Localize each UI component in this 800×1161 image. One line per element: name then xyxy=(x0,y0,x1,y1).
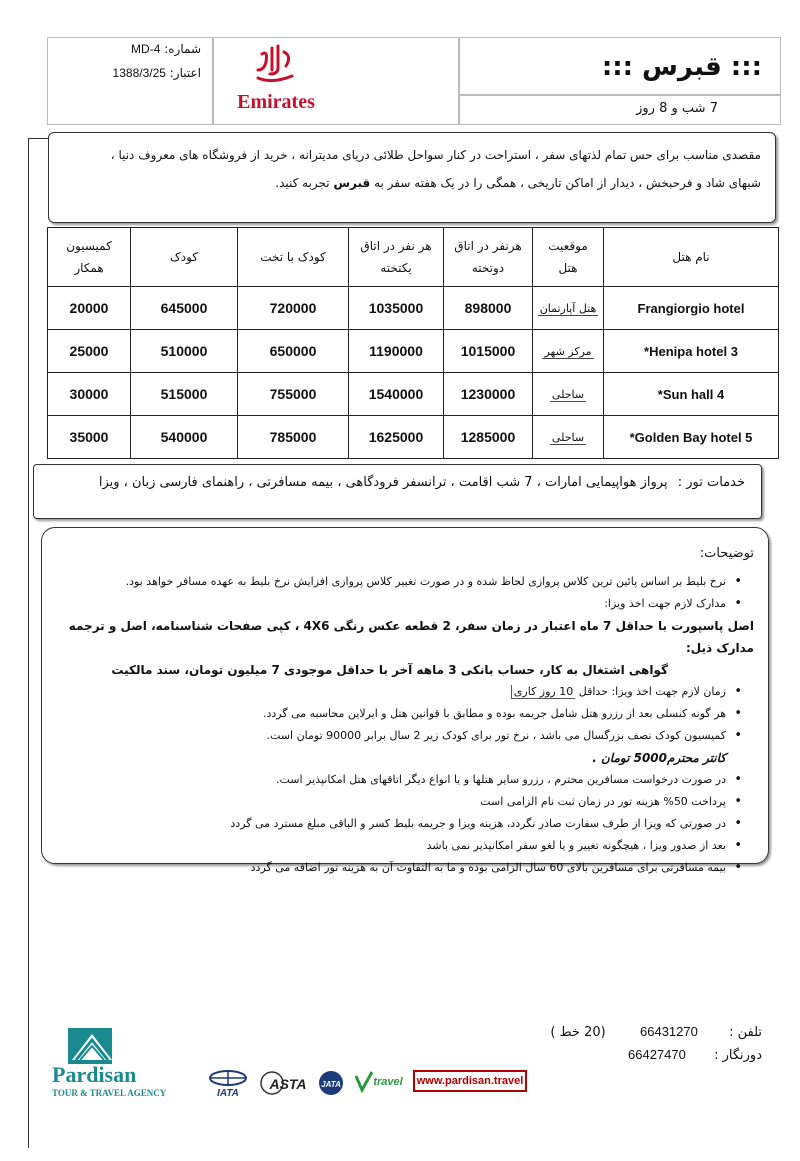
iata-text: IATA xyxy=(217,1088,239,1098)
commission: 35000 xyxy=(48,416,131,459)
pardisan-logo xyxy=(52,1024,208,1104)
price-child-bed: 720000 xyxy=(238,287,349,330)
validity-line xyxy=(113,66,201,80)
iata-logo xyxy=(203,1068,253,1098)
visa-time-label: زمان لازم جهت اخذ ویزا: حداقل xyxy=(578,685,726,698)
travel-logo xyxy=(352,1068,406,1098)
visa-docs-line-2: گواهی اشتغال به کار، حساب بانکی 3 ماهه آخر با حداقل موجودی 7 میلیون تومان، سند مالکیت xyxy=(111,663,668,677)
hotel-name: Golden Bay hotel 5* xyxy=(604,416,779,459)
fax-label: دورنگار : xyxy=(714,1048,762,1063)
emirates-logo xyxy=(222,40,330,116)
visa-docs-line-1: اصل پاسپورت با حداقل 7 ماه اعتبار در زمان سفر، 2 قطعه عکس رنگی 4X6 ، کپی صفحات شناسنامه، اصل و ترجمه مدارک ذیل: xyxy=(68,619,754,655)
th-child-bed: کودک با تخت xyxy=(238,228,349,287)
company-subtitle: TOUR & TRAVEL AGENCY xyxy=(52,1088,167,1098)
header-duration-box xyxy=(459,95,781,125)
price-single: 1625000 xyxy=(349,416,444,459)
emirates-wordmark: Emirates xyxy=(237,91,315,113)
intro-line-2-b: تجربه کنید. xyxy=(275,176,330,190)
counter-note: کانتر محترم5000 تومان . xyxy=(592,751,726,765)
outer-frame-top xyxy=(28,138,48,139)
th-hotel: نام هتل xyxy=(604,228,779,287)
hotel-name: Frangiorgio hotel xyxy=(604,287,779,330)
note-item: • مدارک لازم جهت اخذ ویزا: xyxy=(52,593,726,615)
notes-list-3 xyxy=(52,769,754,879)
visa-time-value: 10 روز کاری xyxy=(511,685,575,699)
note-item: • پرداخت 50% هزینه تور در زمان ثبت نام الزامی است xyxy=(52,791,726,813)
price-child-bed: 785000 xyxy=(238,416,349,459)
note-item: • هر گونه کنسلی بعد از رزرو هتل شامل جریمه بوده و مطابق با قوانین هتل و ایرلاین محاسبه می گردد. xyxy=(52,703,726,725)
fax-value: 66427470 xyxy=(628,1047,686,1062)
jata-text: JATA xyxy=(321,1080,341,1089)
asta-logo xyxy=(258,1068,310,1098)
th-single: هر نفر در اتاق یکتخته xyxy=(349,228,444,287)
validity-label: اعتبار: xyxy=(169,66,201,80)
table-row xyxy=(48,287,779,330)
asta-text: ASTA xyxy=(269,1076,307,1092)
commission: 30000 xyxy=(48,373,131,416)
commission: 20000 xyxy=(48,287,131,330)
price-child: 510000 xyxy=(131,330,238,373)
code-value: MD-4 xyxy=(131,42,161,56)
note-item: • بیمه مسافرتی برای مسافرین بالای 60 سال الزامی بوده و ما به التفاوت آن به هزینه تور اضافه می گردد xyxy=(52,857,726,879)
phone-value: 66431270 xyxy=(640,1024,698,1039)
intro-line-2 xyxy=(63,169,761,197)
note-item: • نرخ بلیط بر اساس پائین ترین کلاس پروازی لحاظ شده و در صورت تغییر کلاس پروازی افزایش نرخ بلیط به عهده مسافر خواهد بود. xyxy=(52,571,726,593)
code-label: شماره: xyxy=(164,42,201,56)
services-text: پرواز هواپیمایی امارات ، 7 شب اقامت ، ترانسفر فرودگاهی ، بیمه مسافرتی ، راهنمای فارسی زبان ، ویزا xyxy=(98,475,668,490)
page-title: ::: قبرس ::: xyxy=(601,52,762,82)
th-commission: کمیسیون همکار xyxy=(48,228,131,287)
price-child-bed: 755000 xyxy=(238,373,349,416)
code-line xyxy=(131,42,201,56)
notes-list-1 xyxy=(52,571,754,615)
intro-destination: قبرس xyxy=(333,176,371,190)
note-item: • در صورت درخواست مسافرین محترم ، رزرو سایر هتلها و یا انواع دیگر اتاقهای هتل امکانپذیر است. xyxy=(52,769,726,791)
price-child: 515000 xyxy=(131,373,238,416)
price-single: 1035000 xyxy=(349,287,444,330)
notes-title: توضیحات: xyxy=(699,546,754,561)
price-double: 1015000 xyxy=(444,330,533,373)
hotel-location: ساحلی xyxy=(533,416,604,459)
phone-line xyxy=(550,1024,762,1040)
phone-lines: (20 خط ) xyxy=(550,1025,606,1040)
notes-box xyxy=(41,527,769,874)
th-location: موقعیت هتل xyxy=(533,228,604,287)
validity-value: 1388/3/25 xyxy=(112,66,166,80)
hotel-location: ساحلی xyxy=(533,373,604,416)
intro-line-1: مقصدی مناسب برای حس تمام لذتهای سفر ، استراحت در کنار سواحل طلائی دریای مدیترانه ، خرید از فروشگاه های معروف دنیا ، xyxy=(110,148,761,162)
outer-frame-left xyxy=(28,138,29,1148)
table-row xyxy=(48,373,779,416)
tour-duration: 7 شب و 8 روز xyxy=(636,101,718,116)
note-item xyxy=(52,681,726,703)
fax-line xyxy=(628,1047,762,1063)
commission: 25000 xyxy=(48,330,131,373)
intro-line-2-a: شبهای شاد و فرحبخش ، دیدار از اماکن تاریخی ، همگی را در یک هفته سفر به xyxy=(374,176,761,190)
price-double: 1230000 xyxy=(444,373,533,416)
website-badge[interactable]: www.pardisan.travel xyxy=(413,1070,527,1092)
note-item: • بعد از صدور ویزا ، هیچگونه تغییر و یا لغو سفر امکانپذیر نمی باشد xyxy=(52,835,726,857)
th-child: کودک xyxy=(131,228,238,287)
services-box xyxy=(33,464,762,519)
hotel-location: مرکز شهر xyxy=(533,330,604,373)
hotel-location: هتل آپارتمان xyxy=(533,287,604,330)
travel-text: travel xyxy=(373,1076,403,1088)
price-single: 1190000 xyxy=(349,330,444,373)
notes-list-2 xyxy=(52,681,754,747)
jata-logo xyxy=(316,1068,346,1098)
hotel-name: Henipa hotel 3* xyxy=(604,330,779,373)
company-name: Pardisan xyxy=(52,1062,137,1087)
note-item: • کمیسیون کودک نصف بزرگسال می باشد ، نرخ تور برای کودک زیر 2 سال برابر 90000 تومان است. xyxy=(52,725,726,747)
services-label: خدمات تور : xyxy=(677,475,745,490)
price-child: 645000 xyxy=(131,287,238,330)
intro-box xyxy=(48,132,776,223)
table-row xyxy=(48,416,779,459)
note-item: • در صورتی که ویزا از طرف سفارت صادر نگردد، هزینه ویزا و جریمه بلیط کسر و الباقی مبلغ مسترد می گردد xyxy=(52,813,726,835)
table-row xyxy=(48,330,779,373)
hotel-name: Sun hall 4* xyxy=(604,373,779,416)
table-header-row xyxy=(48,228,779,287)
hotel-price-table xyxy=(47,227,779,459)
price-double: 1285000 xyxy=(444,416,533,459)
price-child: 540000 xyxy=(131,416,238,459)
price-child-bed: 650000 xyxy=(238,330,349,373)
phone-label: تلفن : xyxy=(729,1025,762,1040)
price-single: 1540000 xyxy=(349,373,444,416)
th-double: هرنفر در اتاق دوتخته xyxy=(444,228,533,287)
price-double: 898000 xyxy=(444,287,533,330)
